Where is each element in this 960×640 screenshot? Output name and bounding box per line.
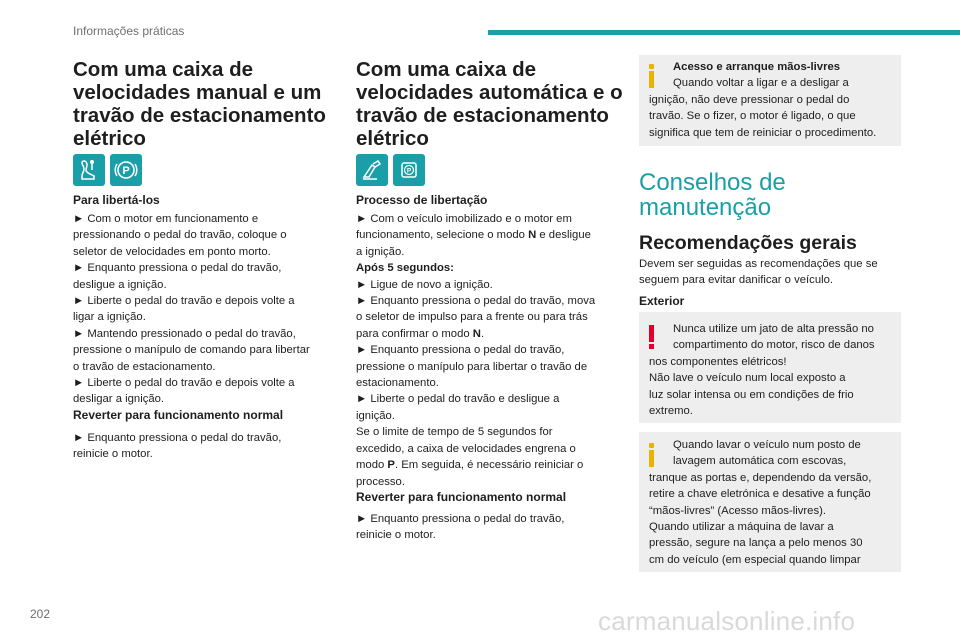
warning-box: Nunca utilize um jato de alta pressão no compartimento do motor, risco de danos nos componentes elétricos! Não lave o veículo num local exposto a luz solar intensa ou em condições de frio extremo. xyxy=(639,312,901,423)
process-heading: Processo de libertação xyxy=(356,193,488,207)
general-recommendations-heading: Recomendações gerais xyxy=(639,232,857,254)
section-header: Informações práticas xyxy=(73,24,185,38)
automatic-gearbox-icon xyxy=(356,154,388,186)
parking-brake-icon xyxy=(393,154,425,186)
svg-text:P: P xyxy=(122,165,130,177)
automatic-section-title: Com uma caixa de velocidades automática e o travão de estacionamento elétrico xyxy=(356,58,623,150)
process-steps: ► Com o veículo imobilizado e o motor em funcionamento, selecione o modo N e desligue a ignição. Após 5 segundos: ► Ligue de novo a ignição. ► Enquanto pressiona o pedal do travão, mova o seletor de impulso para a frente ou para trás para confirmar o modo N. ► Enquanto pressiona o pedal do travão, pressione o manípulo para libertar o travão de estacionamento. ► Liberte o pedal do travão e desligue a ignição. Se o limite de tempo de 5 segundos for excedido, a caixa de velocidades engrena o modo P. Em seguida, é necessário reiniciar o processo. xyxy=(356,211,631,490)
watermark: carmanualsonline.info xyxy=(598,606,856,636)
manual-section-title: Com uma caixa de velocidades manual e um travão de estacionamento elétrico xyxy=(73,58,326,150)
after-5-seconds: Após 5 segundos: xyxy=(356,262,454,275)
maintenance-title: Conselhos de manutenção xyxy=(639,169,786,221)
recommendations-text: Devem ser seguidas as recomendações que se seguem para evitar danificar o veículo. xyxy=(639,258,878,287)
header-accent-bar xyxy=(488,30,960,35)
revert-heading-automatic: Reverter para funcionamento normal xyxy=(356,490,567,504)
parking-brake-icon xyxy=(110,154,142,186)
release-heading: Para libertá-los xyxy=(73,193,160,207)
release-steps: ► Com o motor em funcionamento e pressionando o pedal do travão, coloque o seletor de velocidades em ponto morto. ► Enquanto pressiona o pedal do travão, desligue a ignição. ► Liberte o pedal do travão e depois volte a ligar a ignição. ► Mantendo pressionado o pedal do travão, pressione o manípulo de comando para libertar o travão de estacionamento. ► Liberte o pedal do travão e depois volte a desligar a ignição. xyxy=(73,213,310,406)
page-number: 202 xyxy=(30,607,51,621)
revert-steps-automatic: ► Enquanto pressiona o pedal do travão, reinicie o motor. xyxy=(356,513,565,542)
manual-gearbox-icon xyxy=(73,154,105,186)
manual-icons xyxy=(73,154,142,186)
automatic-icons xyxy=(356,154,425,186)
svg-text:P: P xyxy=(406,167,412,175)
exterior-heading: Exterior xyxy=(639,294,685,308)
info-box-washing: Quando lavar o veículo num posto de lavagem automática com escovas, tranque as portas e, dependendo da versão, retire a chave eletrónica e desative a função “mãos-livres” (Acesso mãos-livres). Quando utilizar a máquina de lavar a pressão, segure na lança a pelo menos 30 cm do veículo (em especial quando limpar xyxy=(639,432,901,572)
info-box-hands-free: Acesso e arranque mãos-livres Quando voltar a ligar e a desligar a ignição, não deve pressionar o pedal do travão. Se o fizer, o motor é ligado, o que significa que tem de reiniciar o procedimento. xyxy=(639,55,901,146)
info-box-title: Acesso e arranque mãos-livres xyxy=(673,61,841,73)
revert-steps-manual: ► Enquanto pressiona o pedal do travão, reinicie o motor. xyxy=(73,432,282,461)
revert-heading-manual: Reverter para funcionamento normal xyxy=(73,408,284,422)
